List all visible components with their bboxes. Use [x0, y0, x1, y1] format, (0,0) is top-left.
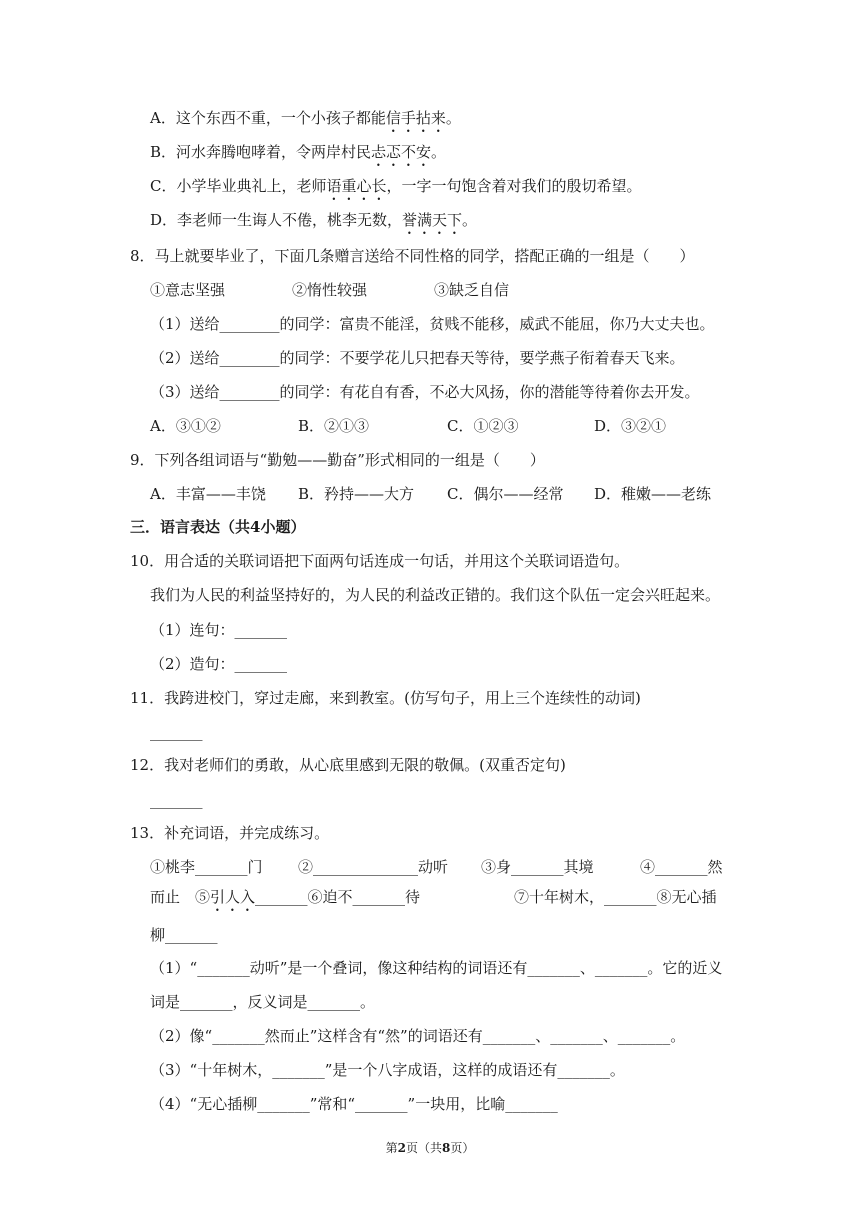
q9-option: C．偶尔——经常: [447, 485, 564, 503]
q11-stem: 11．我跨进校门，穿过走廊，来到教室。(仿写句子，用上三个连续性的动词): [130, 689, 641, 707]
q13-sub2: （2）像“_______然而止”这样含有“然”的词语还有_______、_______、_______。: [150, 1027, 686, 1045]
q7-option-d: D．李老师一生诲人不倦，桃李无数，誉满天下。: [150, 211, 478, 229]
q13-sub4: （4）“无心插柳_______”常和“_______”一块用，比喻_______: [150, 1095, 558, 1113]
q7-option-b: B．河水奔腾咆哮着，令两岸村民忐忑不安。: [150, 143, 447, 161]
q13-idiom: ⑦十年树木，_______⑧无心插: [514, 888, 717, 906]
q8-stem: 8．马上就要毕业了，下面几条赠言送给不同性格的同学，搭配正确的一组是（ ）: [130, 247, 695, 265]
q8-item: （3）送给________的同学：有花自有香，不必大风扬，你的潜能等待着你去开发。: [150, 383, 700, 401]
q12-answer-blank: _______: [150, 791, 203, 809]
q13-sub1-cont: 词是_______，反义词是_______。: [150, 993, 376, 1011]
q11-answer-blank: _______: [150, 723, 203, 741]
q9-option: B．矜持——大方: [298, 485, 415, 503]
q13-idiom: ①桃李_______门: [150, 858, 263, 876]
q13-idiom: ⑤引人入_______⑥迫不_______待: [195, 888, 421, 906]
q8-trait: ③缺乏自信: [434, 281, 510, 299]
q13-idiom: ③身_______其境: [481, 858, 594, 876]
q9-option: A．丰富——丰饶: [150, 485, 266, 503]
q8-option: B．②①③: [298, 417, 370, 435]
q8-trait: ②惰性较强: [292, 281, 368, 299]
q13-idiom: ④_______然: [640, 858, 723, 876]
q8-item: （1）送给________的同学：富贵不能淫，贫贱不能移，威武不能屈，你乃大丈夫也。: [150, 315, 715, 333]
q13-sub3: （3）“十年树木，_______”是一个八字成语，这样的成语还有_______。: [150, 1061, 625, 1079]
q8-option: D．③②①: [594, 417, 667, 435]
emphasized-phrase: 信手拈来: [385, 109, 446, 127]
q13-sub1: （1）“_______动听”是一个叠词，像这种结构的词语还有_______、_______。它的近义: [150, 959, 723, 977]
q7-option-c: C．小学毕业典礼上，老师语重心长，一字一句饱含着对我们的殷切希望。: [150, 177, 642, 195]
q10-sub2: （2）造句：_______: [150, 655, 288, 673]
q13-idiom: ②______________动听: [298, 858, 449, 876]
q9-option: D．稚嫩——老练: [594, 485, 712, 503]
q10-stem: 10．用合适的关联词语把下面两句话连成一句话，并用这个关联词语造句。: [130, 552, 630, 570]
total-pages: 8: [442, 1141, 451, 1155]
q8-option: A．③①②: [150, 417, 221, 435]
q13-idiom: 柳_______: [150, 926, 218, 944]
emphasized-phrase: 忐忑不安: [371, 143, 432, 161]
q13-stem: 13．补充词语，并完成练习。: [130, 824, 330, 842]
q8-trait: ①意志坚强: [150, 281, 226, 299]
q10-text: 我们为人民的利益坚持好的，为人民的利益改正错的。我们这个队伍一定会兴旺起来。: [150, 586, 721, 604]
page-number: 2: [397, 1141, 406, 1155]
q9-stem: 9．下列各组词语与“勤勉——勤奋”形式相同的一组是（ ）: [130, 451, 545, 469]
page-footer: 第2页（共8页）: [385, 1141, 475, 1155]
q10-sub1: （1）连句：_______: [150, 621, 288, 639]
q8-option: C．①②③: [447, 417, 519, 435]
section-heading: 三．语言表达（共4小题）: [130, 518, 306, 536]
emphasized-phrase: 誉满天下: [402, 211, 463, 229]
q7-option-a: A．这个东西不重，一个小孩子都能信手拈来。: [150, 109, 461, 127]
q12-stem: 12．我对老师们的勇敢，从心底里感到无限的敬佩。(双重否定句): [130, 756, 566, 774]
emphasized-phrase: 语重心长: [326, 177, 387, 195]
q13-idiom: 而止: [150, 888, 181, 906]
q8-item: （2）送给________的同学：不要学花儿只把春天等待，要学燕子衔着春天飞来。: [150, 349, 685, 367]
